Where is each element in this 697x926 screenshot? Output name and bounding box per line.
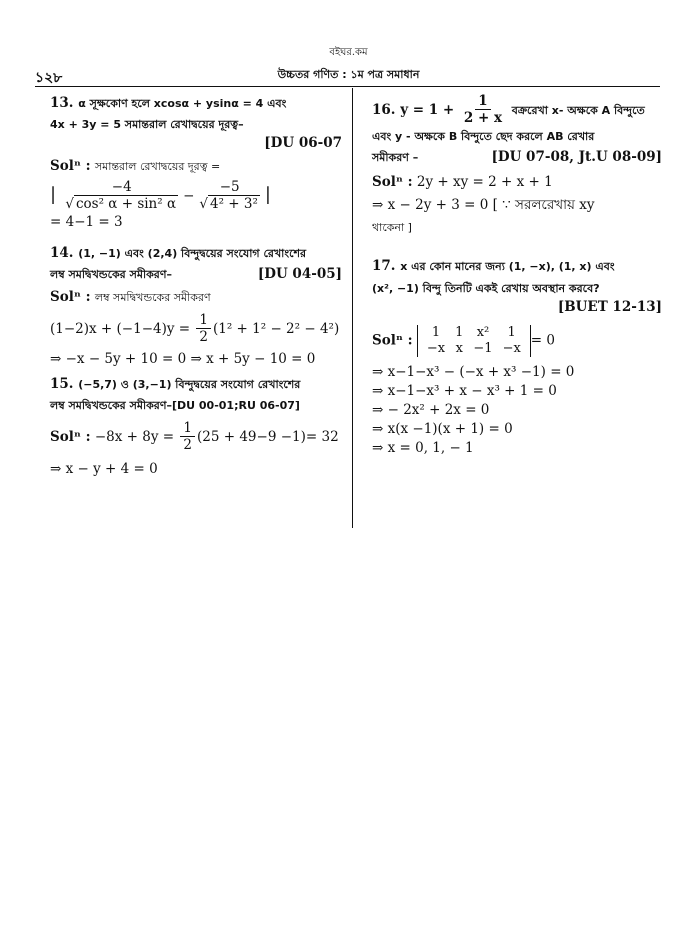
question-16-tag: [DU 07-08, Jt.U 08-09] [491, 149, 662, 165]
left-column [50, 94, 342, 479]
question-16-number: 16. [372, 102, 396, 118]
question-16-fraction: $\frac{1}{2 + x}$ [463, 93, 503, 126]
question-14-line-1 [50, 244, 342, 263]
question-13-text-b: 4x + 3y = 5 সমান্তরাল রেখাদ্বয়ের দূরত্ব– [50, 118, 244, 131]
question-17-step: ⇒ x = 0, 1, − 1 [372, 440, 474, 456]
question-13-solution-text: সমান্তরাল রেখাদ্বয়ের দূরত্ব = [94, 160, 221, 173]
question-14-solution-intro [50, 288, 342, 307]
question-16-text-a: বক্ররেখা x- অক্ষকে A বিন্দুতে [511, 104, 645, 117]
one-half-fraction: $\frac{1}{2}$ [196, 313, 211, 346]
question-17-tag: [BUET 12-13] [557, 299, 662, 315]
question-15-number: 15. [50, 376, 74, 392]
question-13-fraction-2: $\frac{-5}{\text{√ 4² + 3²}}$ [199, 179, 258, 212]
question-13-tag-line [50, 134, 342, 153]
question-15-equation: Solⁿ : −8x + 8y = $\frac{1}{2}$ (25 + 49−9 −1)= 32 [50, 420, 339, 453]
question-16-step-cont: থাকেনা ] [372, 221, 412, 234]
question-15-line-1 [50, 375, 342, 394]
question-15-line-2 [50, 396, 342, 415]
column-divider [352, 88, 353, 528]
question-17-step: ⇒ x−1−x³ + x − x³ + 1 = 0 [372, 383, 557, 399]
solution-label: Solⁿ : [50, 429, 91, 445]
solution-label: Solⁿ : [372, 174, 413, 190]
determinant: 1 1 x² 1 −x x −1 −x [417, 325, 531, 357]
question-14-equation: (1−2)x + (−1−4)y = $\frac{1}{2}$ (1² + 1² − 2² − 4²) [50, 312, 340, 345]
question-13-fraction-1: $\frac{-4}{\text{√ cos² α + sin² α}}$ [65, 179, 177, 212]
question-14-text-a: (1, −1) এবং (2,4) বিন্দুদ্বয়ের সংযোগ রেখাংশের [78, 247, 307, 260]
question-17-step: ⇒ x(x −1)(x + 1) = 0 [372, 421, 513, 437]
page-number: ১২৮ [35, 70, 63, 86]
question-13-solution-intro [50, 157, 342, 176]
question-17-text-a: x এর কোন মানের জন্য (1, −x), (1, x) এবং [400, 260, 615, 273]
right-column [372, 94, 662, 458]
question-13-line-2 [50, 115, 342, 134]
question-16-solution: Solⁿ : 2y + xy = 2 + x + 1 [372, 174, 553, 190]
question-14-step: ⇒ −x − 5y + 10 = 0 ⇒ x + 5y − 10 = 0 [50, 351, 316, 367]
question-17-determinant-line: Solⁿ : 1 1 x² 1 −x x −1 −x = 0 [372, 325, 555, 356]
question-17-number: 17. [372, 258, 396, 274]
solution-label: Solⁿ : [372, 332, 413, 349]
question-17-tag-line [372, 298, 662, 317]
solution-label: Solⁿ : [50, 158, 91, 174]
question-16-text-b: এবং y - অক্ষকে B বিন্দুতে ছেদ করলে AB রেখার [372, 130, 595, 143]
question-13-tag: [DU 06-07 [264, 135, 342, 151]
question-15-text-b: লম্ব সমদ্বিখন্ডকের সমীকরণ–[DU 00-01;RU 06-07] [50, 399, 300, 412]
running-title: উচ্চতর গণিত : ১ম পত্র সমাধান [277, 68, 420, 81]
question-16-line-3 [372, 148, 662, 167]
question-13-result: = 4−1 = 3 [50, 214, 123, 230]
question-16-text-c: সমীকরণ – [372, 151, 419, 164]
question-17-line-1 [372, 257, 662, 276]
question-13-distance-expression: | $\frac{-4}{\text{√ cos² α + sin² α}}$ − $\frac{-5}{\text{√ 4² + 3²}}$ | [50, 179, 271, 212]
question-14-solution-text: লম্ব সমদ্বিখন্ডকের সমীকরণ [94, 291, 211, 304]
question-17-text-b: (x², −1) বিন্দু তিনটি একই রেখায় অবস্থান করবে? [372, 282, 600, 295]
question-14-line-2 [50, 265, 342, 284]
question-14-number: 14. [50, 245, 74, 261]
question-17-step: ⇒ x−1−x³ − (−x + x³ −1) = 0 [372, 364, 575, 380]
question-14-tag: [DU 04-05] [257, 266, 342, 282]
question-17-line-2 [372, 279, 662, 298]
watermark: বইঘর.কম [329, 47, 368, 58]
one-half-fraction: $\frac{1}{2}$ [180, 421, 195, 454]
header-rule [35, 86, 660, 87]
question-13-text-a: α সূক্ষকোণ হলে xcosα + ysinα = 4 এবং [78, 97, 287, 110]
question-16-line-1: 16. y = 1 + $\frac{1}{2 + x}$ বক্ররেখা x- অক্ষকে A বিন্দুতে [372, 93, 645, 126]
solution-label: Solⁿ : [50, 289, 91, 305]
question-16-step: ⇒ x − 2y + 3 = 0 [ ∵ সরলরেখায় xy [372, 197, 595, 213]
question-17-step: ⇒ − 2x² + 2x = 0 [372, 402, 490, 418]
question-13-number: 13. [50, 95, 74, 111]
question-17-steps [372, 363, 662, 458]
question-16-line-2 [372, 127, 662, 146]
question-13-line-1 [50, 94, 342, 113]
question-15-step: ⇒ x − y + 4 = 0 [50, 461, 158, 477]
question-15-text-a: (−5,7) ও (3,−1) বিন্দুদ্বয়ের সংযোগ রেখাংশের [78, 378, 301, 391]
question-14-text-b: লম্ব সমদ্বিখন্ডকের সমীকরণ– [50, 268, 172, 281]
